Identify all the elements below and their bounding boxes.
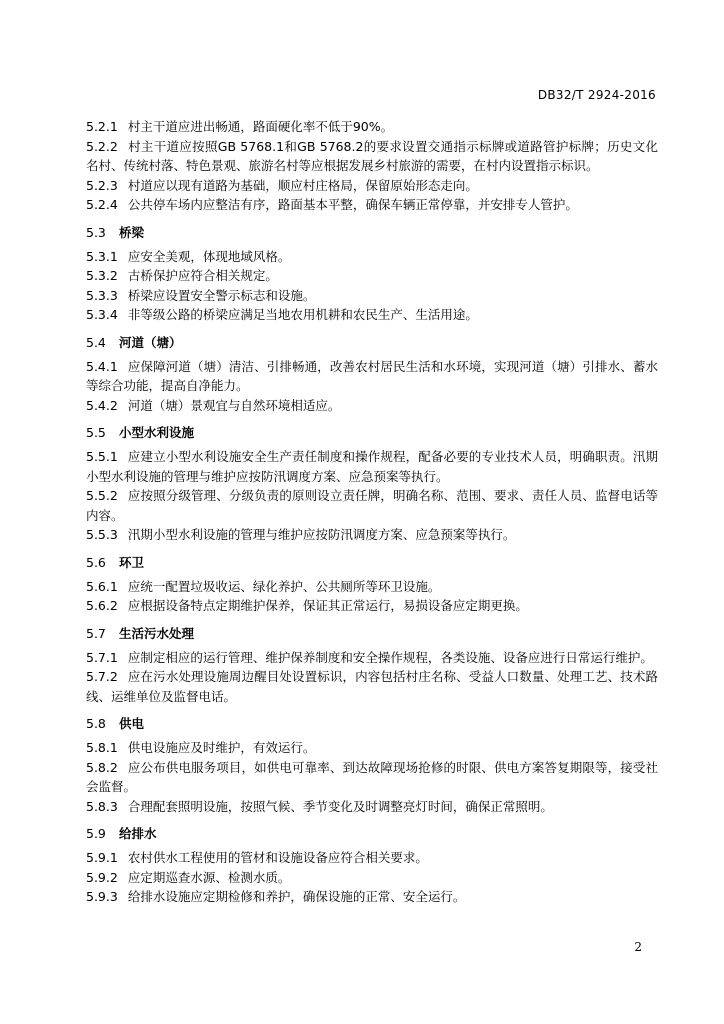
clause-text: 古桥保护应符合相关规定。	[127, 268, 278, 283]
section-number: 5.7	[86, 625, 106, 641]
section-number: 5.8	[86, 716, 106, 731]
clause-number: 5.2.2	[86, 138, 118, 154]
section-heading	[86, 333, 658, 353]
section-5-7	[86, 624, 658, 707]
clause-text: 村主干道应进出畅通，路面硬化率不低于90%。	[127, 119, 394, 134]
section-title: 环卫	[119, 554, 145, 570]
clause-5-5-1	[86, 447, 658, 486]
clause-5-2-4	[86, 195, 658, 215]
clause-5-8-2	[86, 758, 658, 797]
clause-number: 5.3.1	[86, 248, 118, 264]
clause-text: 村道应以现有道路为基础，顺应村庄格局，保留原始形态走向。	[127, 177, 478, 193]
section-heading	[86, 423, 658, 443]
clause-text: 应保障河道（塘）清洁、引排畅通，改善农村居民生活和水环境，实现河道（塘）引排水、蓄水等综合功能，提高自净能力。	[86, 358, 658, 393]
clause-text: 农村供水工程使用的管材和设施设备应符合相关要求。	[127, 850, 428, 865]
clause-text: 应统一配置垃圾收运、绿化养护、公共厕所等环卫设施。	[127, 578, 441, 594]
section-heading	[86, 223, 658, 243]
clause-text: 应建立小型水利设施安全生产责任制度和操作规程，配备必要的专业技术人员，明确职责。汛期小型水利设施的管理与维护应按防汛调度方案、应急预案等执行。	[86, 449, 658, 484]
clause-text: 应制定相应的运行管理、维护保养制度和安全操作规程，各类设施、设备应进行日常运行维护。	[127, 649, 653, 665]
clause-5-7-2	[86, 667, 658, 706]
clause-text: 应根据设备特点定期维护保养，保证其正常运行，易损设备应定期更换。	[127, 598, 528, 613]
clause-number: 5.5.2	[86, 488, 118, 503]
section-5-8	[86, 714, 658, 816]
clause-5-5-3	[86, 525, 658, 545]
clause-number: 5.8.1	[86, 740, 118, 755]
clause-text: 河道（塘）景观宜与自然环境相适应。	[127, 397, 341, 413]
section-title: 桥梁	[119, 224, 145, 240]
clause-number: 5.2.3	[86, 177, 118, 193]
clause-number: 5.8.2	[86, 759, 118, 775]
clause-number: 5.2.4	[86, 197, 118, 212]
clause-5-2-2	[86, 137, 658, 176]
section-heading	[86, 553, 658, 573]
section-5-2-continued	[86, 117, 658, 215]
section-number: 5.9	[86, 826, 106, 841]
section-number: 5.5	[86, 425, 106, 440]
clause-5-3-2	[86, 266, 658, 286]
section-5-4	[86, 333, 658, 416]
clause-number: 5.6.2	[86, 598, 118, 613]
clause-text: 村主干道应按照GB 5768.1和GB 5768.2的要求设置交通指示标牌或道路管护标牌；历史文化名村、传统村落、特色景观、旅游名村等应根据发展乡村旅游的需要，在村内设置指示标识。	[86, 138, 658, 173]
clause-number: 5.9.3	[86, 889, 118, 904]
clause-number: 5.3.3	[86, 287, 118, 303]
clause-text: 公共停车场内应整洁有序，路面基本平整，确保车辆正常停靠，并安排专人管护。	[127, 197, 578, 212]
clause-number: 5.9.2	[86, 869, 118, 885]
document-code: DB32/T 2924-2016	[537, 88, 656, 102]
clause-5-2-1	[86, 117, 658, 137]
clause-5-4-2	[86, 396, 658, 416]
section-5-6	[86, 553, 658, 616]
section-heading	[86, 824, 658, 844]
clause-5-3-3	[86, 286, 658, 306]
clause-number: 5.4.1	[86, 358, 118, 374]
section-5-3	[86, 223, 658, 325]
clause-number: 5.4.2	[86, 397, 118, 413]
clause-5-8-3	[86, 797, 658, 817]
clause-5-2-3	[86, 176, 658, 196]
clause-text: 给排水设施应定期检修和养护，确保设施的正常、安全运行。	[127, 889, 466, 904]
page-number: 2	[634, 940, 642, 954]
clause-5-9-2	[86, 868, 658, 888]
clause-number: 5.7.1	[86, 649, 118, 665]
section-title: 小型水利设施	[119, 425, 195, 440]
clause-number: 5.5.1	[86, 449, 118, 464]
section-number: 5.3	[86, 224, 106, 240]
section-title: 供电	[119, 716, 145, 731]
clause-number: 5.9.1	[86, 850, 118, 865]
clause-5-7-1	[86, 648, 658, 668]
clause-number: 5.6.1	[86, 578, 118, 594]
clause-text: 应安全美观，体现地域风格。	[127, 248, 291, 264]
section-title: 河道（塘）	[119, 334, 182, 350]
clause-number: 5.8.3	[86, 798, 118, 814]
clause-text: 供电设施应及时维护，有效运行。	[127, 740, 316, 755]
section-number: 5.6	[86, 554, 106, 570]
clause-5-3-4	[86, 305, 658, 325]
clause-text: 汛期小型水利设施的管理与维护应按防汛调度方案、应急预案等执行。	[127, 527, 516, 542]
clause-5-4-1	[86, 357, 658, 396]
clause-text: 合理配套照明设施，按照气候、季节变化及时调整亮灯时间，确保正常照明。	[127, 798, 553, 814]
clause-5-3-1	[86, 247, 658, 267]
clause-number: 5.3.4	[86, 307, 118, 322]
section-number: 5.4	[86, 334, 106, 350]
clause-text: 应按照分级管理、分级负责的原则设立责任牌，明确名称、范围、要求、责任人员、监督电话等内容。	[86, 488, 658, 523]
section-5-5	[86, 423, 658, 545]
section-title: 给排水	[119, 826, 157, 841]
clause-5-8-1	[86, 738, 658, 758]
clause-number: 5.2.1	[86, 119, 118, 134]
clause-5-6-2	[86, 596, 658, 616]
clause-5-5-2	[86, 486, 658, 525]
clause-text: 应定期巡查水源、检测水质。	[127, 869, 291, 885]
section-title: 生活污水处理	[119, 625, 195, 641]
section-heading	[86, 624, 658, 644]
section-5-9	[86, 824, 658, 907]
clause-text: 应公布供电服务项目，如供电可靠率、到达故障现场抢修的时限、供电方案答复期限等，接受社会监督。	[86, 759, 658, 794]
clause-5-9-3	[86, 887, 658, 907]
clause-number: 5.7.2	[86, 669, 118, 684]
clause-text: 桥梁应设置安全警示标志和设施。	[127, 287, 316, 303]
clause-number: 5.3.2	[86, 268, 118, 283]
clause-text: 非等级公路的桥梁应满足当地农用机耕和农民生产、生活用途。	[127, 307, 478, 322]
clause-text: 应在污水处理设施周边醒目处设置标识，内容包括村庄名称、受益人口数量、处理工艺、技术路线、运维单位及监督电话。	[86, 669, 658, 704]
clause-5-6-1	[86, 577, 658, 597]
document-body	[86, 117, 658, 907]
clause-number: 5.5.3	[86, 527, 118, 542]
section-heading	[86, 714, 658, 734]
clause-5-9-1	[86, 848, 658, 868]
